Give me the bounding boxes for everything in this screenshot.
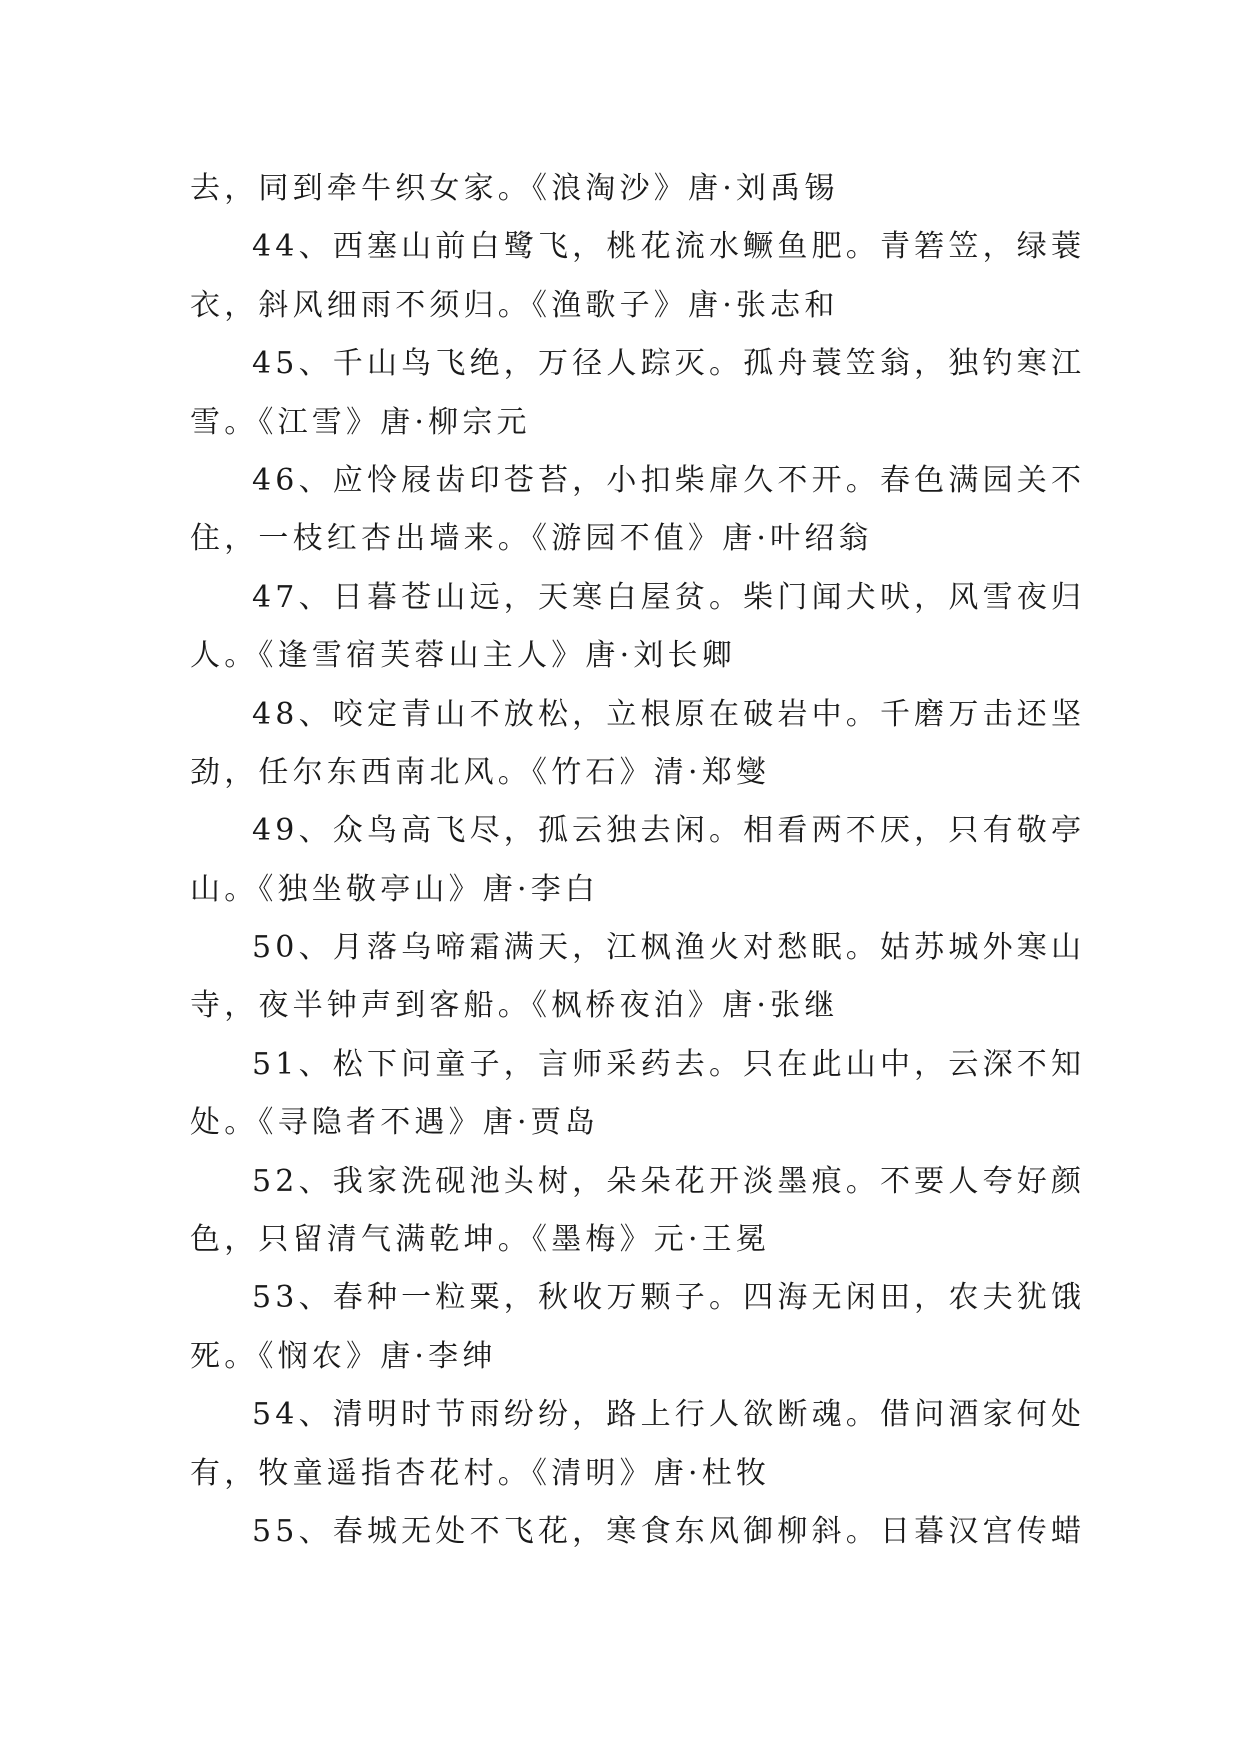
text-line: 人。《逢雪宿芙蓉山主人》唐·刘长卿	[190, 638, 736, 674]
text-line: 衣，斜风细雨不须归。《渔歌子》唐·张志和	[190, 287, 839, 323]
text-line: 雪。《江雪》唐·柳宗元	[190, 404, 531, 440]
text-line: 53、春种一粒粟，秋收万颗子。四海无闲田，农夫犹饿	[252, 1280, 1086, 1316]
text-line: 住，一枝红杏出墙来。《游园不值》唐·叶绍翁	[190, 521, 873, 557]
text-line: 52、我家洗砚池头树，朵朵花开淡墨痕。不要人夸好颜	[252, 1163, 1086, 1199]
text-line: 劲，任尔东西南北风。《竹石》清·郑燮	[190, 754, 771, 790]
text-line: 49、众鸟高飞尽，孤云独去闲。相看两不厌，只有敬亭	[252, 813, 1086, 849]
text-line: 47、日暮苍山远，天寒白屋贫。柴门闻犬吠，风雪夜归	[252, 579, 1086, 615]
text-line: 死。《悯农》唐·李绅	[190, 1338, 497, 1374]
text-line: 45、千山鸟飞绝，万径人踪灭。孤舟蓑笠翁，独钓寒江	[252, 346, 1086, 382]
text-line: 去，同到牵牛织女家。《浪淘沙》唐·刘禹锡	[190, 171, 839, 206]
text-line: 48、咬定青山不放松，立根原在破岩中。千磨万击还坚	[252, 696, 1086, 732]
text-line: 山。《独坐敬亭山》唐·李白	[190, 871, 600, 907]
text-line: 有，牧童遥指杏花村。《清明》唐·杜牧	[190, 1455, 771, 1491]
text-line: 50、月落乌啼霜满天，江枫渔火对愁眠。姑苏城外寒山	[252, 930, 1086, 966]
text-line: 色，只留清气满乾坤。《墨梅》元·王冕	[190, 1222, 771, 1258]
text-line: 51、松下问童子，言师采药去。只在此山中，云深不知	[252, 1046, 1086, 1082]
text-line: 寺，夜半钟声到客船。《枫桥夜泊》唐·张继	[190, 988, 839, 1024]
text-line: 46、应怜屐齿印苍苔，小扣柴扉久不开。春色满园关不	[252, 462, 1086, 498]
text-line: 55、春城无处不飞花，寒食东风御柳斜。日暮汉宫传蜡	[252, 1513, 1086, 1549]
poem-list	[190, 160, 1086, 1561]
text-line: 44、西塞山前白鹭飞，桃花流水鳜鱼肥。青箬笠，绿蓑	[252, 229, 1086, 265]
text-line: 54、清明时节雨纷纷，路上行人欲断魂。借问酒家何处	[252, 1397, 1086, 1433]
text-line: 处。《寻隐者不遇》唐·贾岛	[190, 1105, 600, 1141]
